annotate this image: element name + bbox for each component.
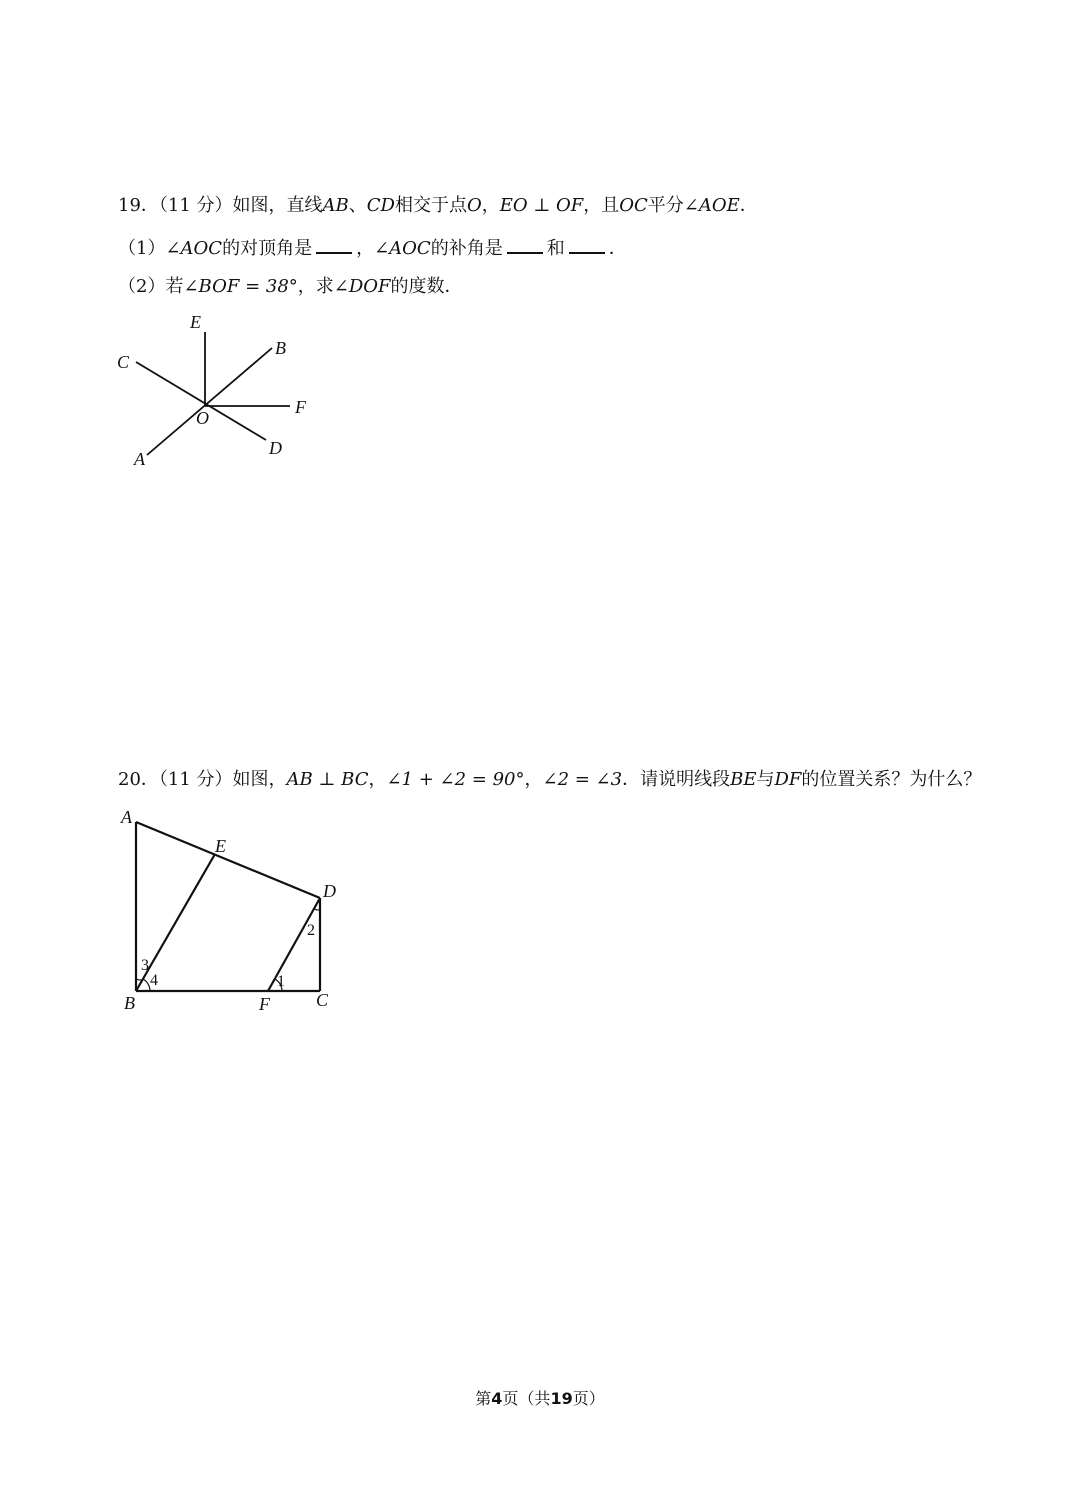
q20-stem: 20．（11 分）如图，AB ⊥ BC，∠1 + ∠2 = 90°，∠2 = ∠3．请说明线段BE与DF的位置关系？为什么？ xyxy=(118,769,982,790)
arc-angle-4 xyxy=(143,979,150,991)
arc-angle-3 xyxy=(136,979,142,980)
label-d: D xyxy=(323,881,336,901)
label-f: F xyxy=(259,994,270,1014)
label-b: B xyxy=(275,338,286,358)
label-b: B xyxy=(124,993,135,1013)
label-a: A xyxy=(121,807,132,827)
label-o: O xyxy=(196,408,209,428)
label-d: D xyxy=(269,438,282,458)
page-footer: 第4页（共19页） xyxy=(475,1389,605,1408)
label-angle-2: 2 xyxy=(307,922,315,939)
q19-part2: （2）若∠BOF = 38°，求∠DOF的度数． xyxy=(118,276,463,297)
label-angle-1: 1 xyxy=(277,973,285,990)
label-f: F xyxy=(295,397,306,417)
segment-df xyxy=(268,898,320,991)
q19-part1: （1）∠AOC的对顶角是 ，∠AOC的补角是 和 ． xyxy=(118,234,627,261)
q19-stem: 19．（11 分）如图，直线AB、CD相交于点O，EO ⊥ OF，且OC平分∠AOE． xyxy=(118,195,758,216)
label-e: E xyxy=(215,836,226,856)
label-e: E xyxy=(190,312,201,332)
label-angle-4: 4 xyxy=(150,972,158,989)
label-c: C xyxy=(117,352,130,372)
side-ad xyxy=(136,822,320,898)
label-angle-3: 3 xyxy=(141,957,149,974)
label-c: C xyxy=(316,990,329,1010)
label-a: A xyxy=(134,449,145,469)
